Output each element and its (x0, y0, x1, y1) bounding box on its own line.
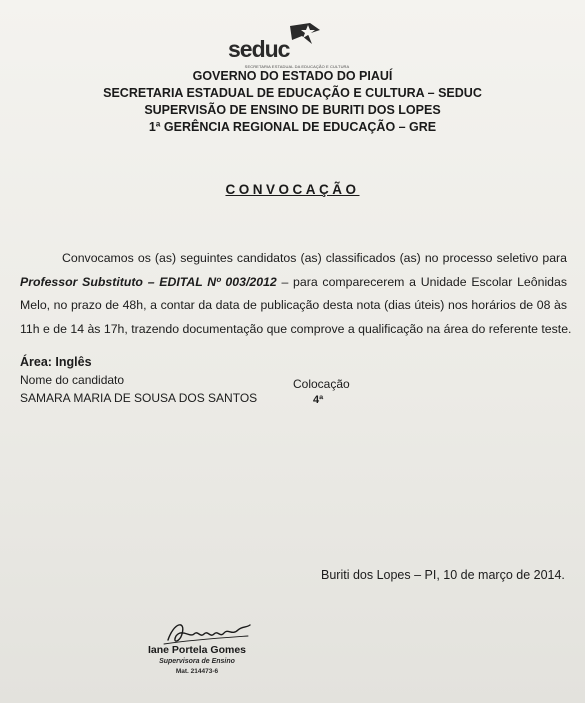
header-government: GOVERNO DO ESTADO DO PIAUÍ (192, 69, 393, 83)
body-line-1: Convocamos os (as) seguintes candidatos (as) classificados (as) no processo seletivo para (62, 251, 567, 265)
signatory-role: Supervisora de Ensino (159, 658, 235, 665)
position-header: Colocação (293, 377, 350, 391)
logo-tagline: SECRETARIA ESTADUAL DA EDUCAÇÃO E CULTURA (244, 64, 350, 69)
signatory-registration: Mat. 214473-6 (175, 668, 219, 675)
body-line-2-rest: – para comparecerem a Unidade Escolar Leônidas (276, 274, 567, 289)
candidate-position: 4ª (313, 394, 324, 406)
candidate-name: SAMARA MARIA DE SOUSA DOS SANTOS (20, 391, 258, 405)
header-secretariat: SECRETARIA ESTADUAL DE EDUCAÇÃO E CULTURA – SEDUC (103, 86, 482, 100)
page-title: CONVOCAÇÃO (225, 182, 360, 197)
logo-wordmark: seduc (228, 36, 290, 62)
candidate-name-header: Nome do candidato (20, 373, 125, 387)
body-paragraph (20, 247, 572, 341)
signature-block (112, 612, 282, 702)
place-and-date: Buriti dos Lopes – PI, 10 de março de 2014. (321, 568, 565, 582)
body-line-2 (20, 271, 567, 295)
star-flag-icon (286, 20, 326, 48)
signatory-name: Iane Portela Gomes (147, 644, 247, 656)
body-line-4: 11h e de 14 às 17h, trazendo documentação que comprove a qualificação na área do referente teste. (20, 321, 572, 336)
edital-reference: Professor Substituto – EDITAL Nº 003/2012 (20, 274, 277, 289)
header-regional-office: 1ª GERÊNCIA REGIONAL DE EDUCAÇÃO – GRE (148, 120, 437, 134)
subject-area: Área: Inglês (20, 355, 92, 369)
seduc-logo (222, 18, 372, 70)
body-line-3: Melo, no prazo de 48h, a contar da data de publicação desta nota (dias úteis) nos horários de 08 às (20, 298, 567, 312)
header-supervision: SUPERVISÃO DE ENSINO DE BURITI DOS LOPES (144, 103, 441, 117)
